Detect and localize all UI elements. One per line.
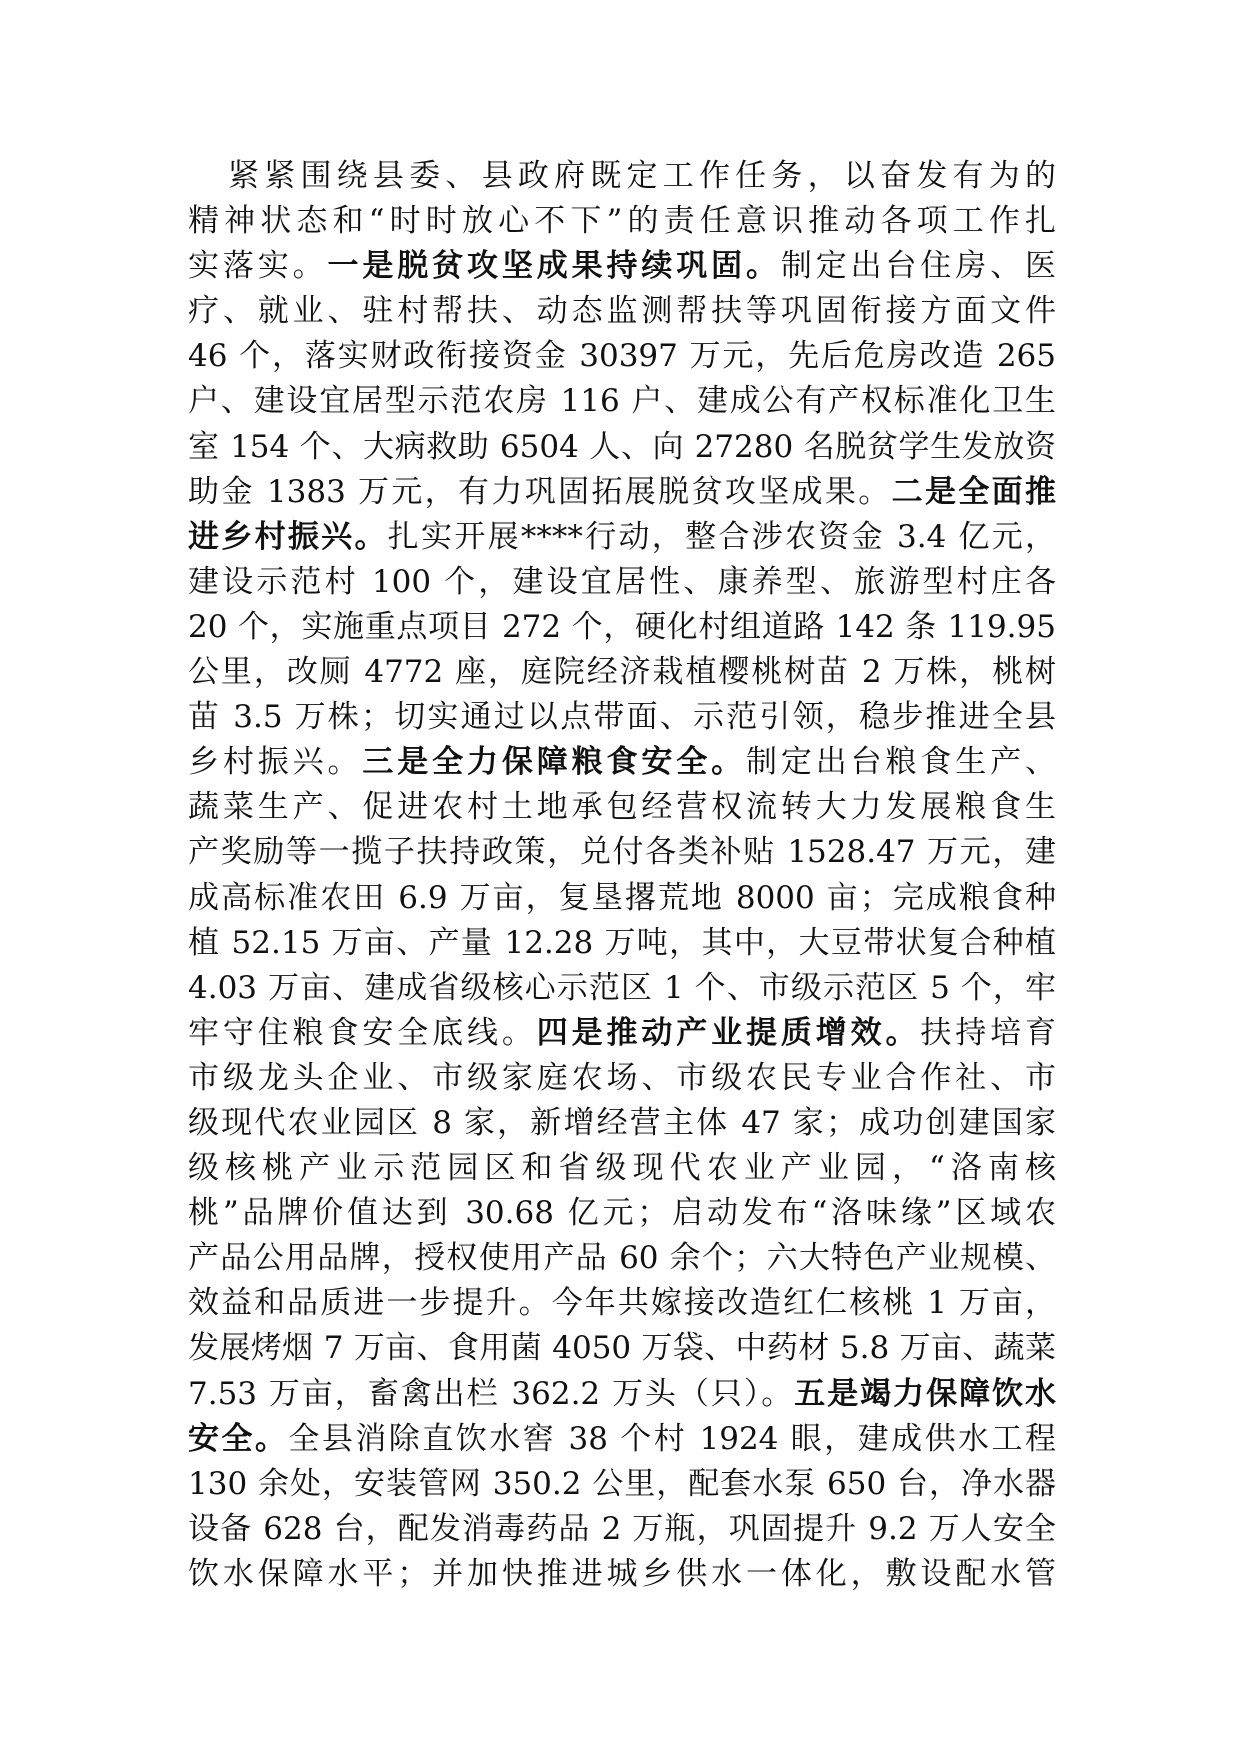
body-text: 效益和品质进一步提升。今年共嫁接改造红仁核桃 1 万亩， (188, 1285, 1056, 1322)
body-text: 植 52.15 万亩、产量 12.28 万吨，其中，大豆带状复合种植 (188, 924, 1056, 961)
text-line (188, 379, 1056, 424)
body-text: 产品公用品牌，授权使用产品 60 余个；六大特色产业规模、 (188, 1240, 1056, 1277)
text-line (188, 199, 1056, 244)
body-text: 7.53 万亩，畜禽出栏 362.2 万头（只）。 (188, 1375, 795, 1412)
text-line (188, 1326, 1056, 1371)
bold-heading-text: 安全。 (188, 1420, 289, 1457)
body-text: 级现代农业园区 8 家，新增经营主体 47 家；成功创建国家 (188, 1104, 1056, 1141)
body-text: 苗 3.5 万株；切实通过以点带面、示范引领，稳步推进全县 (188, 699, 1056, 736)
text-line (188, 1056, 1056, 1101)
text-line (188, 1281, 1056, 1326)
text-line (188, 515, 1056, 560)
body-text: 公里，改厕 4772 座，庭院经济栽植樱桃树苗 2 万株，桃树 (188, 654, 1056, 691)
body-text: 市级龙头企业、市级家庭农场、市级农民专业合作社、市 (188, 1059, 1056, 1096)
bold-heading-text: 进乡村振兴。 (188, 518, 388, 555)
body-paragraph (188, 154, 1056, 1597)
text-line (188, 1191, 1056, 1236)
document-page (188, 154, 1056, 1597)
body-text: 紧紧围绕县委、县政府既定工作任务，以奋发有为的 (228, 158, 1056, 194)
bold-heading-text: 四是推动产业提质增效。 (536, 1014, 921, 1051)
body-text: 牢守住粮食安全底线。 (188, 1014, 537, 1051)
text-line (188, 244, 1056, 289)
body-text: 产奖励等一揽子扶持政策，兑付各类补贴 1528.47 万元，建 (188, 834, 1056, 871)
text-line (188, 1236, 1056, 1281)
text-line (188, 1552, 1056, 1597)
body-text: 精神状态和“时时放心不下”的责任意识推动各项工作扎 (188, 203, 1056, 240)
body-text: 建设示范村 100 个，建设宜居性、康养型、旅游型村庄各 (188, 563, 1056, 600)
bold-heading-text: 一是脱贫攻坚成果持续巩固。 (327, 248, 781, 285)
text-line (188, 425, 1056, 470)
body-text: 4.03 万亩、建成省级核心示范区 1 个、市级示范区 5 个，牢 (188, 969, 1056, 1006)
body-text: 级核桃产业示范园区和省级现代农业产业园，“洛南核 (188, 1150, 1056, 1187)
text-line (188, 470, 1056, 515)
text-line (188, 560, 1056, 605)
body-text: 130 余处，安装管网 350.2 公里，配套水泵 650 台，净水器 (188, 1465, 1056, 1502)
body-text: 制定出台住房、医 (780, 248, 1056, 285)
text-line (188, 921, 1056, 966)
text-line (188, 740, 1056, 785)
text-line (188, 650, 1056, 695)
body-text: 20 个，实施重点项目 272 个，硬化村组道路 142 条 119.95 (188, 608, 1056, 645)
body-text: 扎实开展****行动，整合涉农资金 3.4 亿元， (387, 518, 1056, 555)
text-line (188, 695, 1056, 740)
text-line (188, 1011, 1056, 1056)
body-text: 室 154 个、大病救助 6504 人、向 27280 名脱贫学生发放资 (188, 428, 1056, 465)
text-line (188, 1462, 1056, 1507)
text-line (188, 154, 1056, 199)
body-text: 实落实。 (188, 248, 328, 285)
body-text: 助金 1383 万元，有力巩固拓展脱贫攻坚成果。 (188, 473, 892, 510)
text-line (188, 1507, 1056, 1552)
body-text: 制定出台粮食生产、 (746, 744, 1056, 781)
text-line (188, 1372, 1056, 1417)
text-line (188, 785, 1056, 830)
text-line (188, 1417, 1056, 1462)
text-line (188, 1146, 1056, 1191)
body-text: 蔬菜生产、促进农村土地承包经营权流转大力发展粮食生 (188, 789, 1056, 826)
body-text: 全县消除直饮水窖 38 个村 1924 眼，建成供水工程 (288, 1420, 1056, 1457)
body-text: 户、建设宜居型示范农房 116 户、建成公有产权标准化卫生 (188, 383, 1056, 420)
body-text: 桃”品牌价值达到 30.68 亿元；启动发布“洛味缘”区域农 (188, 1195, 1056, 1232)
body-text: 扶持培育 (920, 1014, 1056, 1051)
text-line (188, 289, 1056, 334)
bold-heading-text: 三是全力保障粮食安全。 (362, 744, 746, 781)
body-text: 46 个，落实财政衔接资金 30397 万元，先后危房改造 265 (188, 338, 1056, 375)
bold-heading-text: 二是全面推 (891, 473, 1056, 510)
text-line (188, 605, 1056, 650)
text-line (188, 966, 1056, 1011)
text-line (188, 876, 1056, 921)
body-text: 饮水保障水平；并加快推进城乡供水一体化，敷设配水管 (188, 1555, 1056, 1592)
text-line (188, 1101, 1056, 1146)
body-text: 疗、就业、驻村帮扶、动态监测帮扶等巩固衔接方面文件 (188, 293, 1056, 330)
body-text: 乡村振兴。 (188, 744, 363, 781)
text-line (188, 334, 1056, 379)
body-text: 成高标准农田 6.9 万亩，复垦撂荒地 8000 亩；完成粮食种 (188, 879, 1056, 916)
text-line (188, 830, 1056, 875)
bold-heading-text: 五是竭力保障饮水 (794, 1375, 1056, 1412)
body-text: 设备 628 台，配发消毒药品 2 万瓶，巩固提升 9.2 万人安全 (188, 1510, 1056, 1547)
body-text: 发展烤烟 7 万亩、食用菌 4050 万袋、中药材 5.8 万亩、蔬菜 (188, 1330, 1056, 1367)
